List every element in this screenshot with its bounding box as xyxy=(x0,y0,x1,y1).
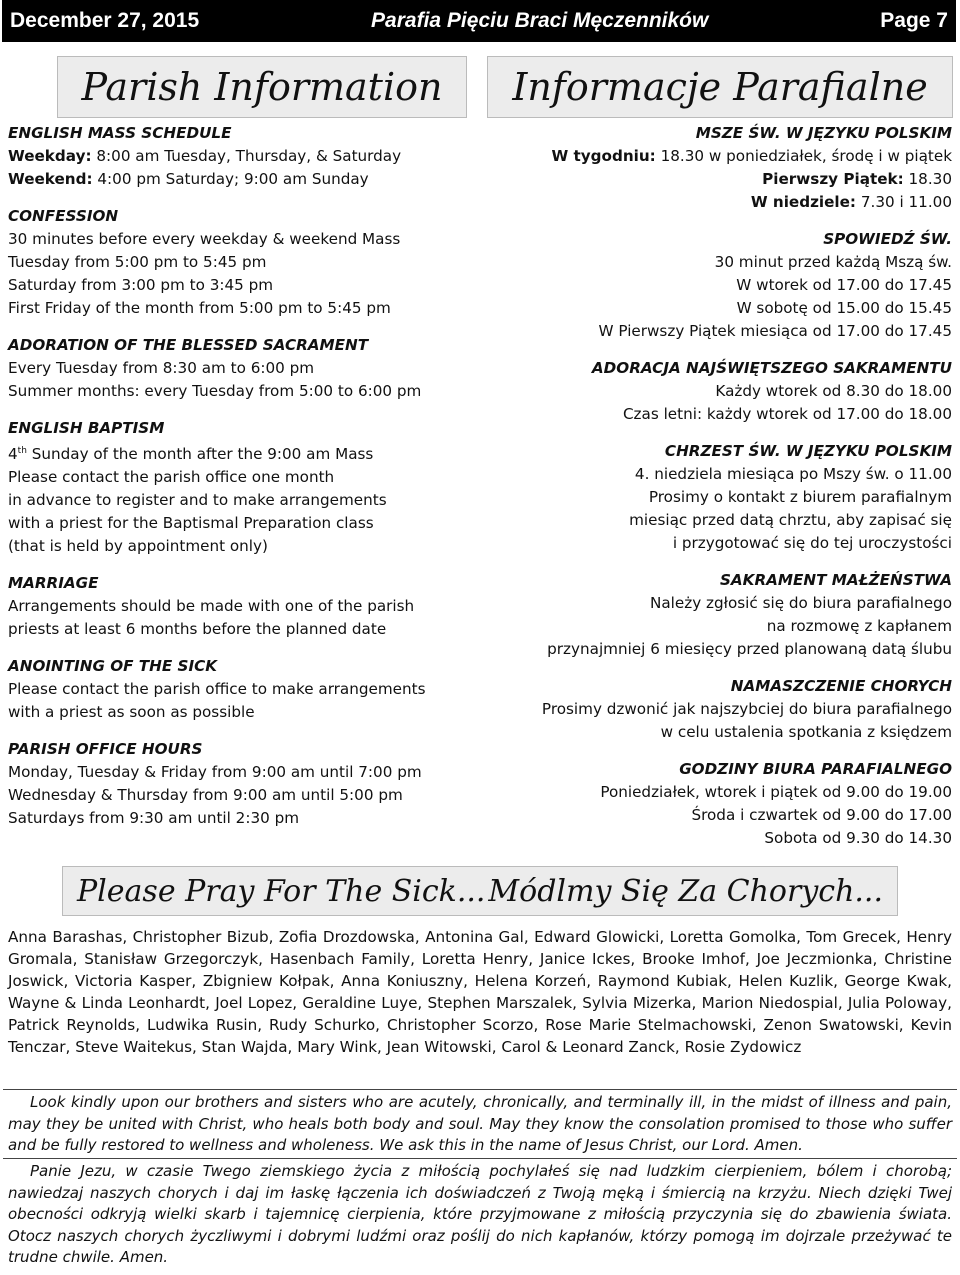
line: Sobota od 9.30 do 14.30 xyxy=(764,829,952,847)
english-adoration-section xyxy=(8,334,478,403)
line: Poniedziałek, wtorek i piątek od 9.00 do 19.00 xyxy=(600,783,952,801)
line: Every Tuesday from 8:30 am to 6:00 pm xyxy=(8,359,315,377)
section-heading: ADORATION OF THE BLESSED SACRAMENT xyxy=(8,336,369,354)
friday-value: 18.30 xyxy=(903,170,952,188)
english-baptism-section xyxy=(8,417,478,558)
section-heading: PARISH OFFICE HOURS xyxy=(8,740,203,759)
weekend-value: 4:00 pm Saturday; 9:00 am Sunday xyxy=(92,170,369,188)
section-heading: SAKRAMENT MAŁŻEŃSTWA xyxy=(719,571,952,589)
line: Czas letni: każdy wtorek od 17.00 do 18.00 xyxy=(622,405,952,423)
line: Prosimy dzwonić jak najszybciej do biura parafialnego xyxy=(541,700,952,718)
line: Summer months: every Tuesday from 5:00 to 6:00 pm xyxy=(8,382,422,400)
friday-label: Pierwszy Piątek: xyxy=(762,170,904,188)
weekday-label: W tygodniu: xyxy=(551,147,656,165)
line: i przygotować się do tej uroczystości xyxy=(672,534,952,552)
line: W Pierwszy Piątek miesiąca od 17.00 do 17.45 xyxy=(598,322,952,340)
section-heading: SPOWIEDŹ ŚW. xyxy=(823,230,952,248)
title-modlmy-sie: Módlmy Się Za Chorych... xyxy=(488,873,883,909)
section-heading: CHRZEST ŚW. W JĘZYKU POLSKIM xyxy=(664,442,952,460)
line: na rozmowę z kapłanem xyxy=(766,617,952,635)
line: Każdy wtorek od 8.30 do 18.00 xyxy=(715,382,952,400)
line: Wednesday & Thursday from 9:00 am until 5:00 pm xyxy=(8,786,403,805)
line: in advance to register and to make arrangements xyxy=(8,491,387,510)
line: Prosimy o kontakt z biurem parafialnym xyxy=(648,488,952,506)
english-anointing-section xyxy=(8,655,478,724)
line: Please contact the parish office one month xyxy=(8,468,335,487)
line: W wtorek od 17.00 do 17.45 xyxy=(736,276,952,294)
title-parish-information: Parish Information xyxy=(57,56,467,118)
english-confession-section xyxy=(8,205,478,320)
weekend-label: Weekend: xyxy=(8,170,93,188)
sick-names-list: Anna Barashas, Christopher Bizub, Zofia Drozdowska, Antonina Gal, Edward Glowicki, Loretta Gomolka, Tom Grecek, Henry Gromala, Stanisław Grzegorczyk, Hasenbach Family, Loretta Henry, Janice Ickes, Brooke Imhof, Joe Jeczmionka, Christine Joswick, Victoria Kasper, Zbigniew Kołpak, Anna Koniuszny, Helena Korzeń, Raymond Kubiak, Helen Kuzlik, George Kwak, Wayne & Linda Leonhardt, Joel Lopez, Geraldine Luye, Stephen Marszalek, Sylvia Mizerka, Marion Niedospial, Julia Poloway, Patrick Reynolds, Ludwika Rusin, Rudy Schurko, Christopher Scorzo, Rose Marie Stelmachowski, Zenon Swatowski, Kevin Tenczar, Steve Waitekus, Stan Wajda, Mary Wink, Jean Witowski, Carol & Leonard Zanck, Rosie Zydowicz xyxy=(8,928,952,1056)
polish-confession-section xyxy=(480,228,952,343)
line: with a priest for the Baptismal Preparation class xyxy=(8,514,374,533)
section-heading: GODZINY BIURA PARAFIALNEGO xyxy=(679,760,952,778)
sunday-value: 7.30 i 11.00 xyxy=(856,193,952,211)
title-informacje-parafialne: Informacje Parafialne xyxy=(487,56,953,118)
section-heading: ENGLISH BAPTISM xyxy=(8,419,165,437)
line: w celu ustalenia spotkania z księdzem xyxy=(660,723,952,741)
line: 4. niedziela miesiąca po Mszy św. o 11.00 xyxy=(634,465,952,483)
prayer-english: Look kindly upon our brothers and sisters who are acutely, chronically, and terminally ill, in the midst of illness and pain, may they be united with Christ, who heals both body and soul. May they know the consolation promised to those who suffer and be fully restored to wellness and wholeness. We ask this in the name of Jesus Christ, our Lord. Amen. xyxy=(8,1093,952,1154)
english-marriage-section xyxy=(8,572,478,641)
line: miesiąc przed datą chrztu, aby zapisać się xyxy=(629,511,952,529)
weekday-value: 18.30 w poniedziałek, środę i w piątek xyxy=(655,147,952,165)
section-heading: MARRIAGE xyxy=(8,574,99,593)
line: W sobotę od 15.00 do 15.45 xyxy=(736,299,952,317)
divider xyxy=(3,1089,957,1090)
weekday-label: Weekday: xyxy=(8,147,92,165)
line: Monday, Tuesday & Friday from 9:00 am until 7:00 pm xyxy=(8,763,422,782)
line: Saturdays from 9:30 am until 2:30 pm xyxy=(8,809,300,828)
polish-office-section xyxy=(480,758,952,850)
sunday-label: W niedziele: xyxy=(750,193,856,211)
pray-for-sick-banner xyxy=(62,866,898,916)
line: with a priest as soon as possible xyxy=(8,703,255,722)
line: 30 minutes before every weekday & weekend Mass xyxy=(8,230,401,248)
header-date: December 27, 2015 xyxy=(10,9,200,32)
weekday-value: 8:00 am Tuesday, Thursday, & Saturday xyxy=(91,147,402,165)
english-column xyxy=(8,122,478,844)
page-header xyxy=(2,0,956,42)
english-mass-section xyxy=(8,122,478,191)
header-parish-name: Parafia Pięciu Braci Męczenników xyxy=(371,9,709,32)
line: Środa i czwartek od 9.00 do 17.00 xyxy=(691,806,952,824)
line: przynajmniej 6 miesięcy przed planowaną datą ślubu xyxy=(547,640,952,658)
line: Arrangements should be made with one of the parish xyxy=(8,597,415,616)
polish-anointing-section xyxy=(480,675,952,744)
header-page-number: Page 7 xyxy=(880,9,948,32)
polish-column xyxy=(480,122,952,864)
section-heading: NAMASZCZENIE CHORYCH xyxy=(730,677,952,695)
english-office-section xyxy=(8,738,478,830)
line: Tuesday from 5:00 pm to 5:45 pm xyxy=(8,253,267,271)
polish-adoration-section xyxy=(480,357,952,426)
polish-mass-section xyxy=(480,122,952,214)
section-heading: ADORACJA NAJŚWIĘTSZEGO SAKRAMENTU xyxy=(591,359,952,377)
section-heading: CONFESSION xyxy=(8,207,119,225)
line: 30 minut przed każdą Mszą św. xyxy=(714,253,952,271)
polish-marriage-section xyxy=(480,569,952,661)
line: First Friday of the month from 5:00 pm to 5:45 pm xyxy=(8,299,391,317)
line: priests at least 6 months before the planned date xyxy=(8,620,387,639)
line: (that is held by appointment only) xyxy=(8,537,268,556)
prayer-polish: Panie Jezu, w czasie Twego ziemskiego życia z miłością pochylałeś się nad ludzkim cierpieniem, bólem i chorobą; nawiedzaj naszych chorych i daj im łaskę łączenia ich doświadczeń z Twoją męką i śmiercią na krzyżu. Niech dzięki Twej obecności odkryją wielki skarb i tajemnicę cierpienia, które przyjmowane z miłością przyczynia się do zbawienia świata. Otocz naszych chorych życzliwymi i dobrymi ludźmi oraz poślij do nich kapłanów, którzy pomogą im dojrzale przeżywać te trudne chwile. Amen. xyxy=(8,1162,952,1266)
section-heading: MSZE ŚW. W JĘZYKU POLSKIM xyxy=(695,124,952,142)
polish-baptism-section xyxy=(480,440,952,555)
line: Należy zgłosić się do biura parafialnego xyxy=(650,594,952,612)
line: Please contact the parish office to make arrangements xyxy=(8,680,426,699)
section-heading: ANOINTING OF THE SICK xyxy=(8,657,218,676)
section-heading: ENGLISH MASS SCHEDULE xyxy=(8,124,232,142)
divider xyxy=(3,1158,957,1159)
line: 4th Sunday of the month after the 9:00 am Mass xyxy=(8,445,374,464)
line: Saturday from 3:00 pm to 3:45 pm xyxy=(8,276,274,294)
title-pray-for-sick: Please Pray For The Sick... xyxy=(77,873,486,909)
